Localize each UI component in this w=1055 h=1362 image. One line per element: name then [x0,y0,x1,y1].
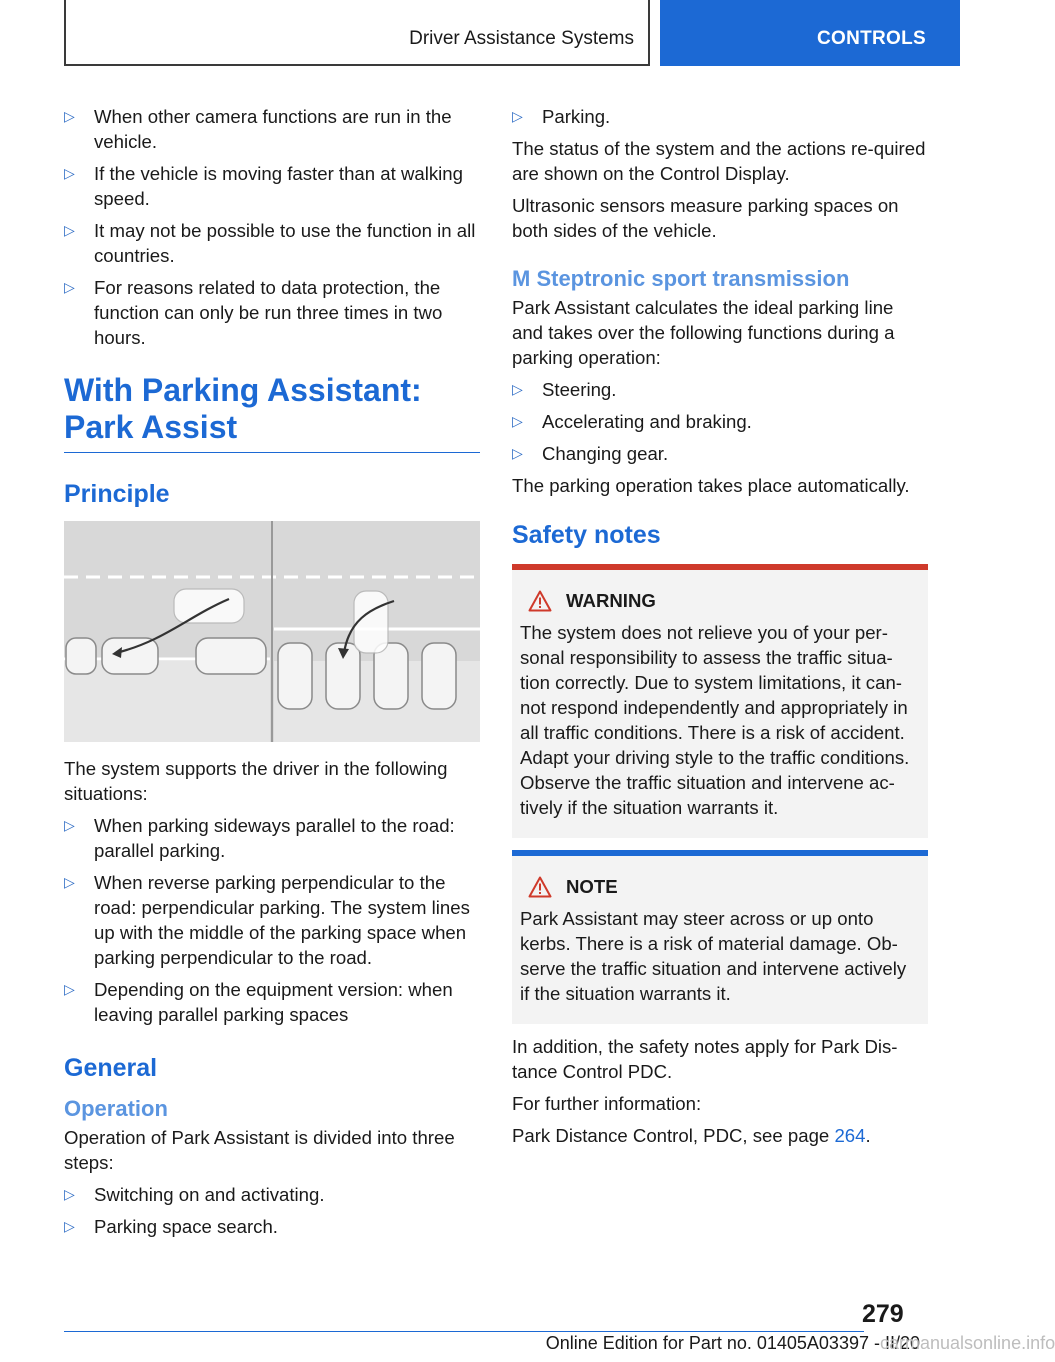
list-item: ▷ When reverse parking perpendicular to the road: perpendicular parking. The system lines up with the middle of the parking space when parking perpendicular to the road. [64,872,470,968]
list-item: ▷ Depending on the equipment version: when leaving parallel parking spaces [64,979,453,1025]
operation-heading: Operation [64,1096,168,1121]
right-column [512,104,928,1155]
header-chapter-title: CONTROLS [816,28,926,49]
list-item: ▷ Parking. [512,106,611,127]
bullet-icon: ▷ [64,981,75,997]
list-item: ▷ If the vehicle is moving faster than at walking speed. [64,163,463,209]
steps-continued-list [512,104,928,129]
bullet-icon: ▷ [64,165,75,181]
bullet-icon: ▷ [512,381,523,397]
warning-label: WARNING [566,590,656,611]
bullet-icon: ▷ [64,874,75,890]
list-item: ▷ When parking sideways parallel to the road: parallel parking. [64,815,455,861]
bullet-icon: ▷ [64,1218,75,1234]
safety-notes-heading: Safety notes [512,521,661,549]
page-reference-link[interactable]: 264 [834,1125,866,1146]
top-bullet-list [64,104,480,350]
bullet-icon: ▷ [512,445,523,461]
warning-text: The system does not relieve you of your per‐sonal responsibility to assess the traffic situa‐tion correctly. Due to system limitations, it can‐not respond independently and appropriately in all traffic conditions. There is a risk of accident. Adapt your driving style to the traffic conditions. Observe the traffic situation and intervene ac‐tively if the situation warrants it. [520,622,910,818]
header-section-box [64,0,650,66]
pdc-reference: Park Distance Control, PDC, see page 264. [512,1125,871,1146]
note-label: NOTE [566,876,618,897]
list-item: ▷ Changing gear. [512,443,669,464]
left-column [64,104,480,1246]
warning-triangle-icon [528,590,552,612]
note-callout [512,850,928,1024]
warning-callout [512,564,928,838]
list-item: ▷ Steering. [512,379,617,400]
principle-heading: Principle [64,480,170,508]
header-section-title: Driver Assistance Systems [409,28,634,49]
addition-text: In addition, the safety notes apply for Park Dis‐tance Control PDC. [512,1036,898,1082]
warning-triangle-icon [528,876,552,898]
bullet-icon: ▷ [64,279,75,295]
parking-illustration [64,521,480,742]
operation-text: Operation of Park Assistant is divided into three steps: [64,1127,455,1173]
principle-bullet-list [64,813,480,1027]
list-item: ▷ It may not be possible to use the function in all countries. [64,220,476,266]
bullet-icon: ▷ [512,413,523,429]
parking-diagram-icon [64,521,480,742]
footer-divider [64,1331,864,1332]
operation-bullet-list [64,1182,480,1239]
automatic-text: The parking operation takes place automatically. [512,475,910,496]
bullet-icon: ▷ [512,108,523,124]
list-item: ▷ Accelerating and braking. [512,411,752,432]
footer-watermark: carmanualsonline.info [880,1333,1055,1353]
note-text: Park Assistant may steer across or up onto kerbs. There is a risk of material damage. Ob‐serve the traffic situation and intervene actively if the situation warrants it. [520,908,907,1004]
park-assist-heading: With Parking Assistant: Park Assist [64,372,480,453]
general-heading: General [64,1054,158,1082]
steptronic-heading: M Steptronic sport transmission [512,266,850,291]
list-item: ▷ Parking space search. [64,1216,278,1237]
bullet-icon: ▷ [64,1186,75,1202]
footer-edition: Online Edition for Part no. 01405A03397 - II/20 [545,1333,920,1353]
list-item: ▷ Switching on and activating. [64,1184,325,1205]
bullet-icon: ▷ [64,108,75,124]
list-item: ▷ When other camera functions are run in the vehicle. [64,106,452,152]
page-number: 279 [862,1300,904,1328]
principle-text: The system supports the driver in the following situations: [64,758,448,804]
bullet-icon: ▷ [64,222,75,238]
steptronic-text: Park Assistant calculates the ideal parking line and takes over the following functions during a parking operation: [512,297,895,368]
steptronic-bullet-list [512,377,928,466]
status-text: The status of the system and the actions re‐quired are shown on the Control Display. [512,138,926,184]
further-info-text: For further information: [512,1093,702,1114]
ultrasonic-text: Ultrasonic sensors measure parking spaces on both sides of the vehicle. [512,195,899,241]
bullet-icon: ▷ [64,817,75,833]
list-item: ▷ For reasons related to data protection, the function can only be run three times in two hours. [64,277,443,348]
header-chapter-tab [660,0,960,66]
